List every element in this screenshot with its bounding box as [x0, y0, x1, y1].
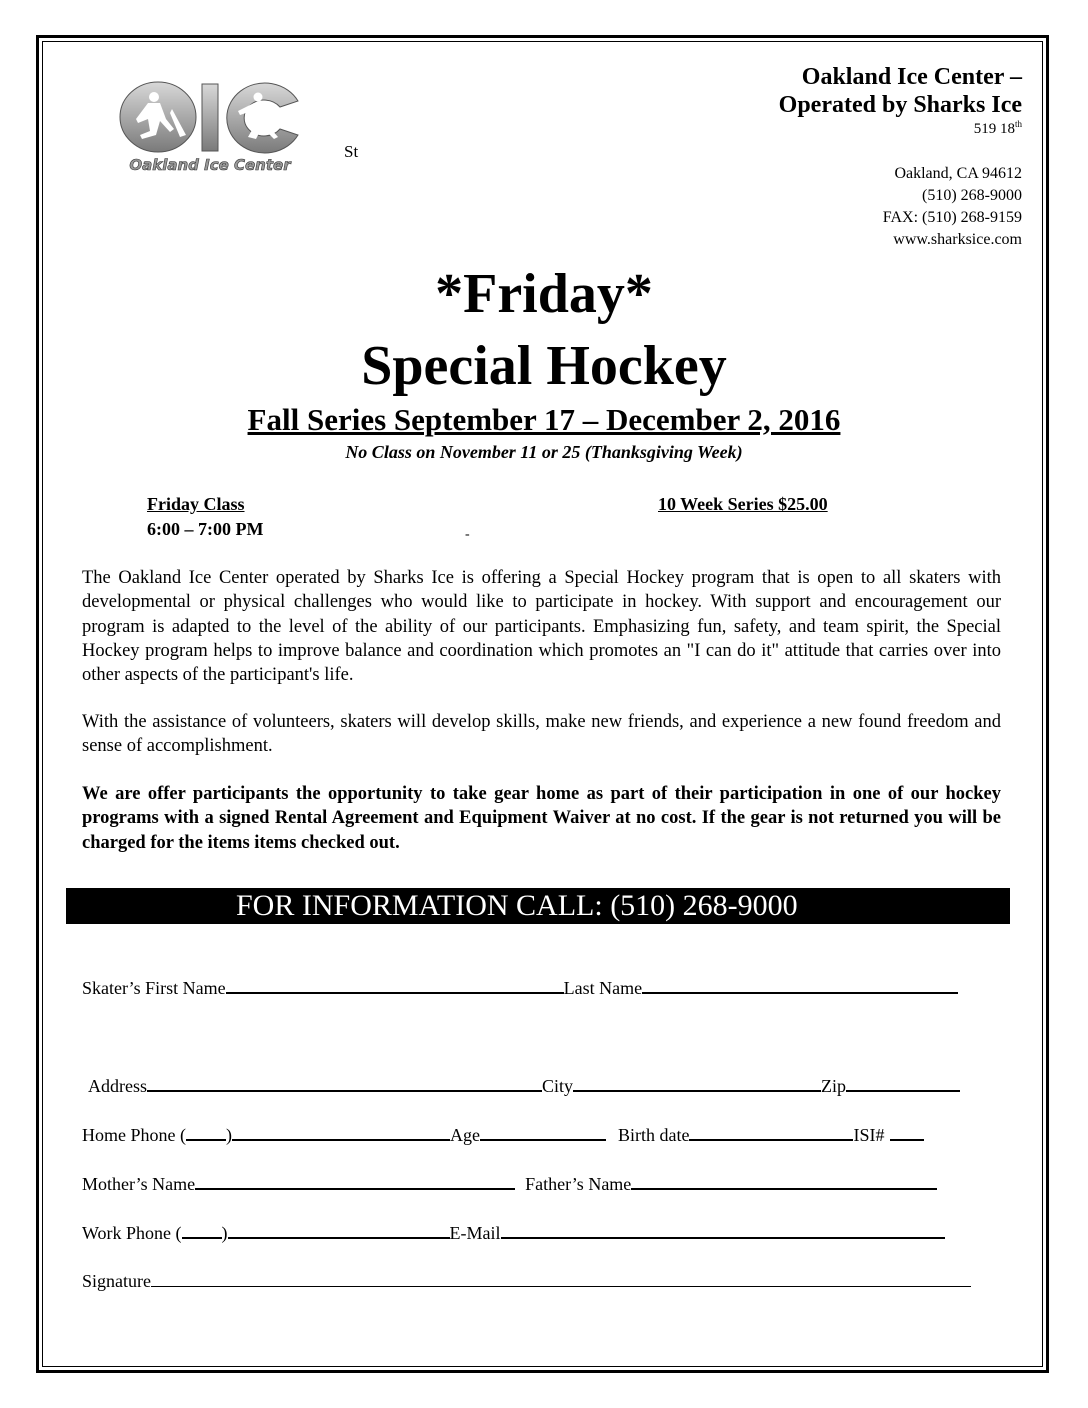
first-name-label: Skater’s First Name	[82, 978, 226, 998]
phone-age-row	[82, 1123, 924, 1146]
title-day: *Friday*	[435, 263, 653, 325]
signature-field[interactable]	[151, 1270, 971, 1287]
org-name-line1: Oakland Ice Center –	[801, 64, 1022, 90]
last-name-field[interactable]	[642, 976, 958, 994]
zip-field[interactable]	[846, 1074, 960, 1092]
address-label: Address	[88, 1076, 147, 1096]
age-field[interactable]	[480, 1123, 606, 1141]
volunteer-paragraph: With the assistance of volunteers, skaters will develop skills, make new friends, and experience a new found freedom and sense of accomplishment.	[82, 712, 1001, 757]
city-field[interactable]	[573, 1074, 821, 1092]
info-call-text: FOR INFORMATION CALL: (510) 268-9000	[236, 889, 798, 922]
work-phone-field[interactable]	[228, 1221, 450, 1239]
address-row	[88, 1074, 960, 1097]
father-name-field[interactable]	[631, 1172, 937, 1190]
parents-row	[82, 1172, 937, 1195]
website: www.sharksice.com	[893, 231, 1022, 248]
street-address	[974, 119, 1022, 138]
email-field[interactable]	[501, 1221, 945, 1239]
mother-name-label: Mother’s Name	[82, 1174, 196, 1194]
zip-label: Zip	[821, 1076, 847, 1096]
class-time: 6:00 – 7:00 PM	[147, 519, 264, 539]
series-dates: Fall Series September 17 – December 2, 2016	[247, 402, 841, 437]
city-state-zip: Oakland, CA 94612	[894, 165, 1022, 182]
gear-paragraph: We are offer participants the opportunity to take gear home as part of their participation in one of our hockey programs with a signed Rental Agreement and Equipment Waiver at no cost. If the gear is not returned you will be charged for the items items checked out.	[82, 784, 1001, 853]
phone-number: (510) 268-9000	[922, 187, 1022, 204]
info-call-bar	[66, 888, 1010, 924]
work-area-code-field[interactable]	[182, 1221, 222, 1239]
birth-date-label: Birth date	[617, 1125, 690, 1145]
father-name-label: Father’s Name	[525, 1174, 632, 1194]
stray-text: St	[344, 142, 359, 161]
home-phone-label: Home Phone (	[82, 1125, 186, 1145]
home-phone-paren: )	[225, 1125, 232, 1145]
email-label: E-Mail	[449, 1223, 501, 1243]
title-program: Special Hockey	[361, 335, 727, 397]
street-suffix: th	[1014, 119, 1022, 129]
work-email-row	[82, 1221, 945, 1244]
name-row	[82, 976, 958, 999]
first-name-field[interactable]	[226, 976, 564, 994]
home-area-code-field[interactable]	[186, 1123, 226, 1141]
signature-label: Signature	[82, 1271, 151, 1291]
fax-number: FAX: (510) 268-9159	[882, 209, 1022, 226]
city-label: City	[542, 1076, 574, 1096]
isi-field[interactable]	[890, 1123, 924, 1141]
signature-row	[82, 1270, 971, 1292]
org-name-line2: Operated by Sharks Ice	[778, 92, 1022, 118]
contact-block	[883, 163, 1022, 251]
intro-paragraph: The Oakland Ice Center operated by Sharks Ice is offering a Special Hockey program that is open to all skaters with developmental or physical challenges who would like to participate in hockey. With support and encouragement our program is adapted to the level of the ability of our participants. Emphasizing fun, safety, and team spirit, the Special Hockey program helps to improve balance and coordination which promotes an "I can do it" attitude that carries over into other aspects of the participant's life.	[82, 568, 1001, 686]
home-phone-field[interactable]	[232, 1123, 450, 1141]
birth-date-field[interactable]	[689, 1123, 853, 1141]
mother-name-field[interactable]	[195, 1172, 515, 1190]
stray-dash: -	[465, 527, 470, 542]
series-price: 10 Week Series $25.00	[658, 494, 828, 514]
org-header	[779, 63, 1022, 119]
no-class-note: No Class on November 11 or 25 (Thanksgiving Week)	[345, 442, 743, 462]
work-phone-label: Work Phone (	[82, 1223, 182, 1243]
work-phone-paren: )	[221, 1223, 228, 1243]
isi-label: ISI#	[853, 1125, 885, 1145]
oakland-ice-center-logo	[118, 79, 303, 177]
age-label: Age	[449, 1125, 480, 1145]
class-label: Friday Class	[147, 494, 245, 514]
logo-text: Oakland Ice Center	[129, 156, 291, 174]
address-field[interactable]	[147, 1074, 542, 1092]
street-number: 519 18	[973, 121, 1015, 137]
last-name-label: Last Name	[563, 978, 643, 998]
